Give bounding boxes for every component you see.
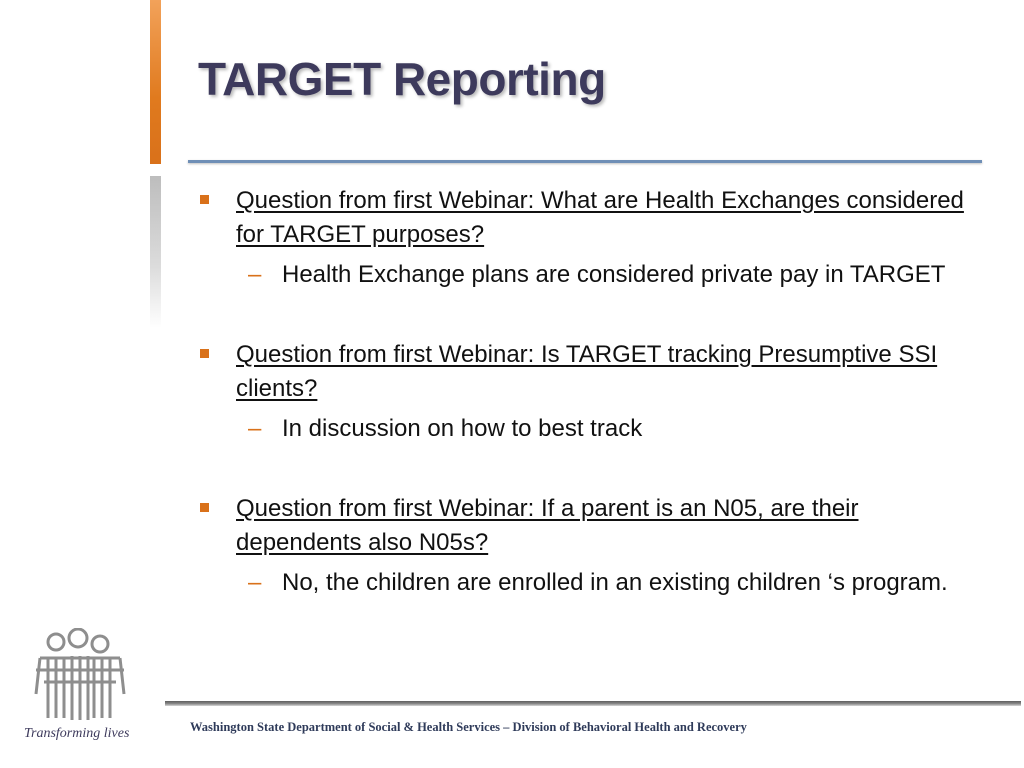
bullet-item bbox=[196, 184, 966, 292]
slide-title: TARGET Reporting bbox=[198, 53, 606, 105]
footer-organization: Washington State Department of Social & Health Services – Division of Behavioral Health and Recovery bbox=[190, 720, 747, 734]
dash-bullet-icon: – bbox=[248, 415, 262, 442]
dash-bullet-icon: – bbox=[248, 261, 262, 288]
people-family-icon bbox=[30, 628, 130, 724]
bullet-item bbox=[196, 492, 966, 600]
square-bullet-icon bbox=[200, 195, 209, 204]
sub-bullet-answer: In discussion on how to best track bbox=[282, 415, 643, 442]
accent-bar-orange bbox=[150, 0, 161, 164]
sub-bullet-item bbox=[196, 566, 966, 600]
bullet-list bbox=[196, 184, 966, 600]
square-bullet-icon bbox=[200, 349, 209, 358]
bullet-question: Question from first Webinar: What are Health Exchanges considered for TARGET purposes? bbox=[236, 187, 964, 248]
bullet-item bbox=[196, 338, 966, 446]
bullet-question: Question from first Webinar: Is TARGET tracking Presumptive SSI clients? bbox=[236, 341, 938, 402]
title-divider bbox=[188, 160, 982, 163]
sub-bullet-item bbox=[196, 412, 966, 446]
sub-bullet-answer: No, the children are enrolled in an existing children ‘s program. bbox=[282, 569, 948, 596]
dash-bullet-icon: – bbox=[248, 569, 262, 596]
footer-divider bbox=[165, 701, 1021, 706]
accent-bar-gray bbox=[150, 176, 161, 328]
square-bullet-icon bbox=[200, 503, 209, 512]
tagline: Transforming lives bbox=[24, 726, 130, 741]
sub-bullet-answer: Health Exchange plans are considered private pay in TARGET bbox=[282, 261, 946, 288]
bullet-question: Question from first Webinar: If a parent is an N05, are their dependents also N05s? bbox=[236, 495, 859, 556]
sub-bullet-item bbox=[196, 258, 966, 292]
